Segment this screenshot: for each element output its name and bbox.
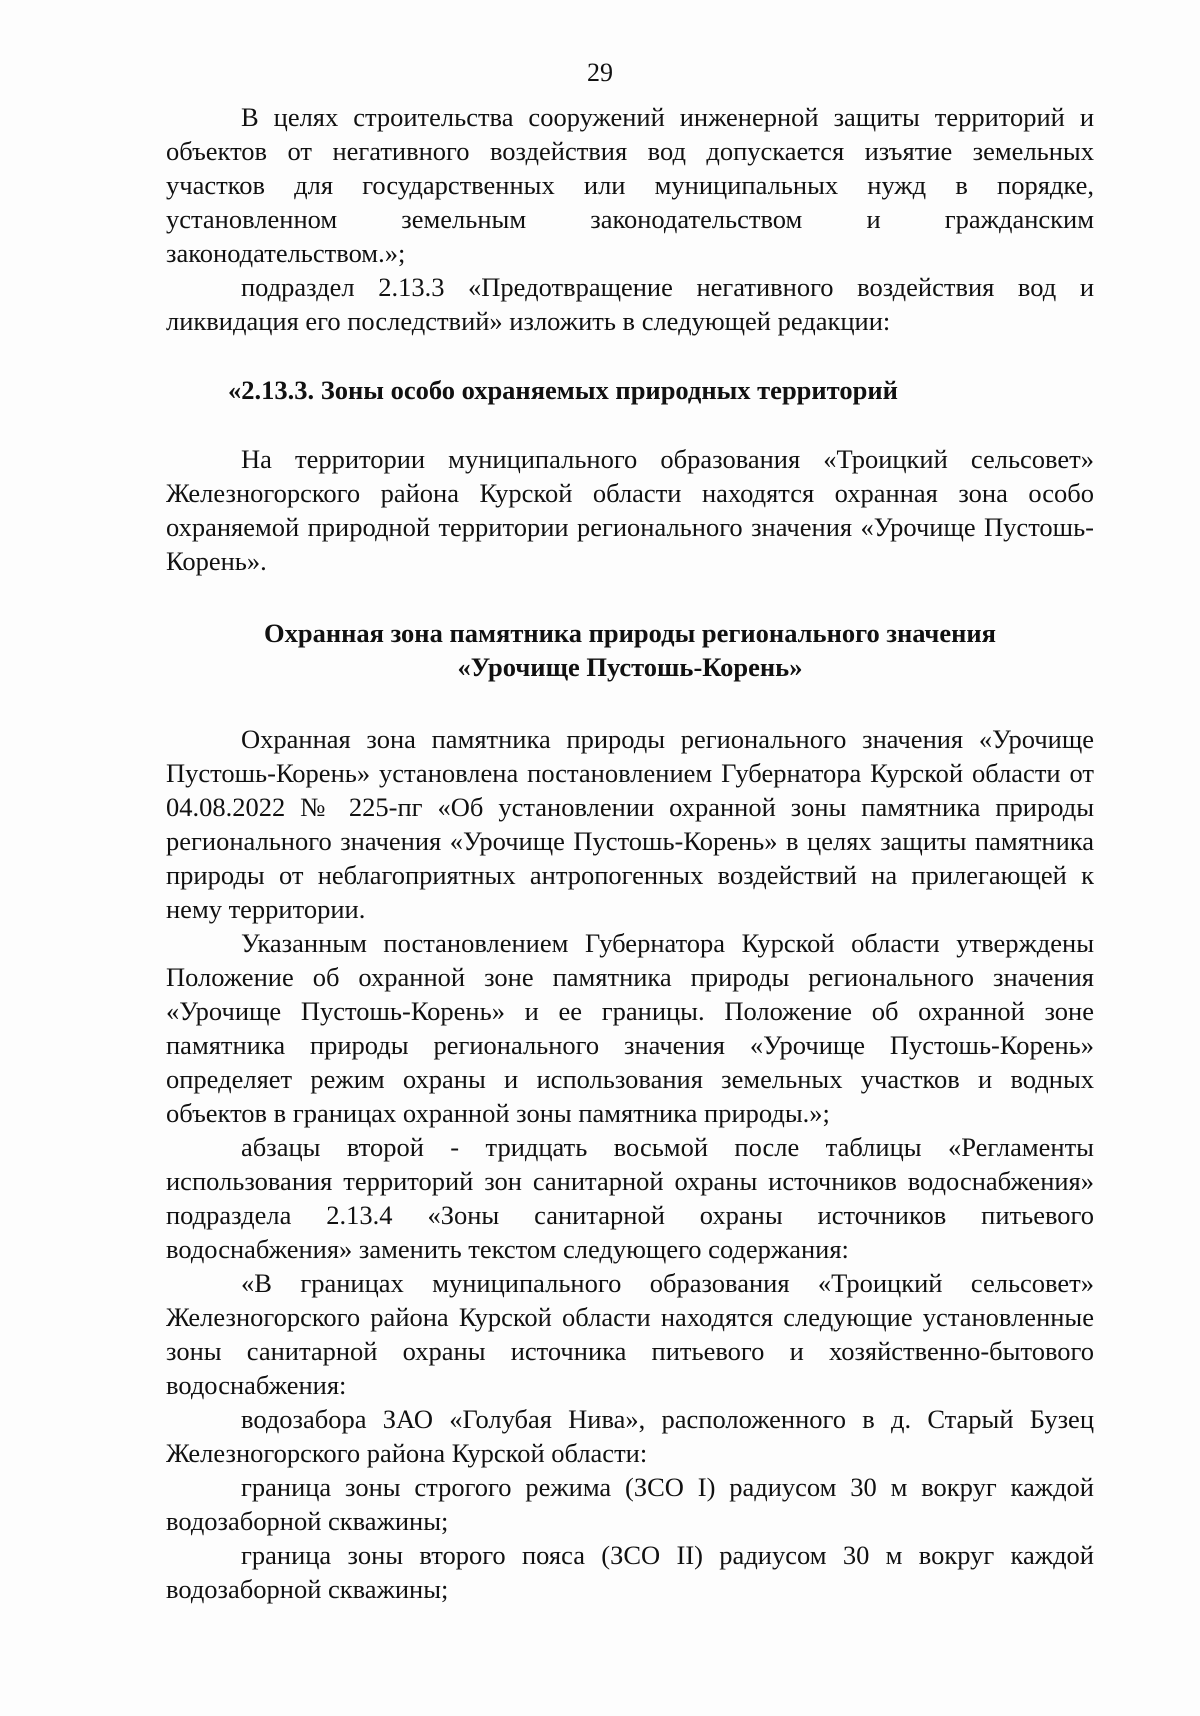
paragraph: граница зоны второго пояса (ЗСО II) радиусом 30 м вокруг каждой водозаборной скважины; [166,1540,1094,1604]
paragraph: «В границах муниципального образования «Троицкий сельсовет» Железногорского района Курской области находятся следующие установленные зоны санитарной охраны источника питьевого и хозяйственно-бытового водоснабжения: [166,1268,1094,1400]
paragraph: подраздел 2.13.3 «Предотвращение негативного воздействия вод и ликвидация его последствий» изложить в следующей редакции: [166,272,1094,336]
subsection-heading-name: «Урочище Пустошь-Корень» [457,652,803,682]
paragraph: абзацы второй - тридцать восьмой после таблицы «Регламенты использования территорий зон санитарной охраны источников водоснабжения» подраздела 2.13.4 «Зоны санитарной охраны источников питьевого водоснабжения» заменить текстом следующего содержания: [166,1132,1094,1264]
document-body [166,100,1094,1606]
paragraph: В целях строительства сооружений инженерной защиты территорий и объектов от негативного воздействия вод допускается изъятие земельных участков для государственных или муниципальных нужд в порядке, установленном земельным законодательством и гражданским законодательством.»; [166,102,1094,268]
paragraph: Охранная зона памятника природы регионального значения «Урочище Пустошь-Корень» установлена постановлением Губернатора Курской области от 04.08.2022 № 225-пг «Об установлении охранной зоны памятника природы регионального значения «Урочище Пустошь-Корень» в целях защиты памятника природы от неблагоприятных антропогенных воздействий на прилегающей к нему территории. [166,724,1094,924]
paragraph: Указанным постановлением Губернатора Курской области утверждены Положение об охранной зоне памятника природы регионального значения «Урочище Пустошь-Корень» и ее границы. Положение об охранной зоне памятника природы регионального значения «Урочище Пустошь-Корень» определяет режим охраны и использования земельных участков и водных объектов в границах охранной зоны памятника природы.»; [166,928,1094,1128]
section-heading: «2.13.3. Зоны особо охраняемых природных территорий [228,375,898,405]
paragraph: граница зоны строгого режима (ЗСО I) радиусом 30 м вокруг каждой водозаборной скважины; [166,1472,1094,1536]
subsection-heading: Охранная зона памятника природы регионального значения [263,618,997,648]
page-number: 29 [587,58,613,87]
paragraph: водозабора ЗАО «Голубая Нива», расположенного в д. Старый Бузец Железногорского района Курской области: [166,1404,1094,1468]
paragraph: На территории муниципального образования «Троицкий сельсовет» Железногорского района Курской области находятся охранная зона особо охраняемой природной территории регионального значения «Урочище Пустошь-Корень». [166,444,1094,576]
